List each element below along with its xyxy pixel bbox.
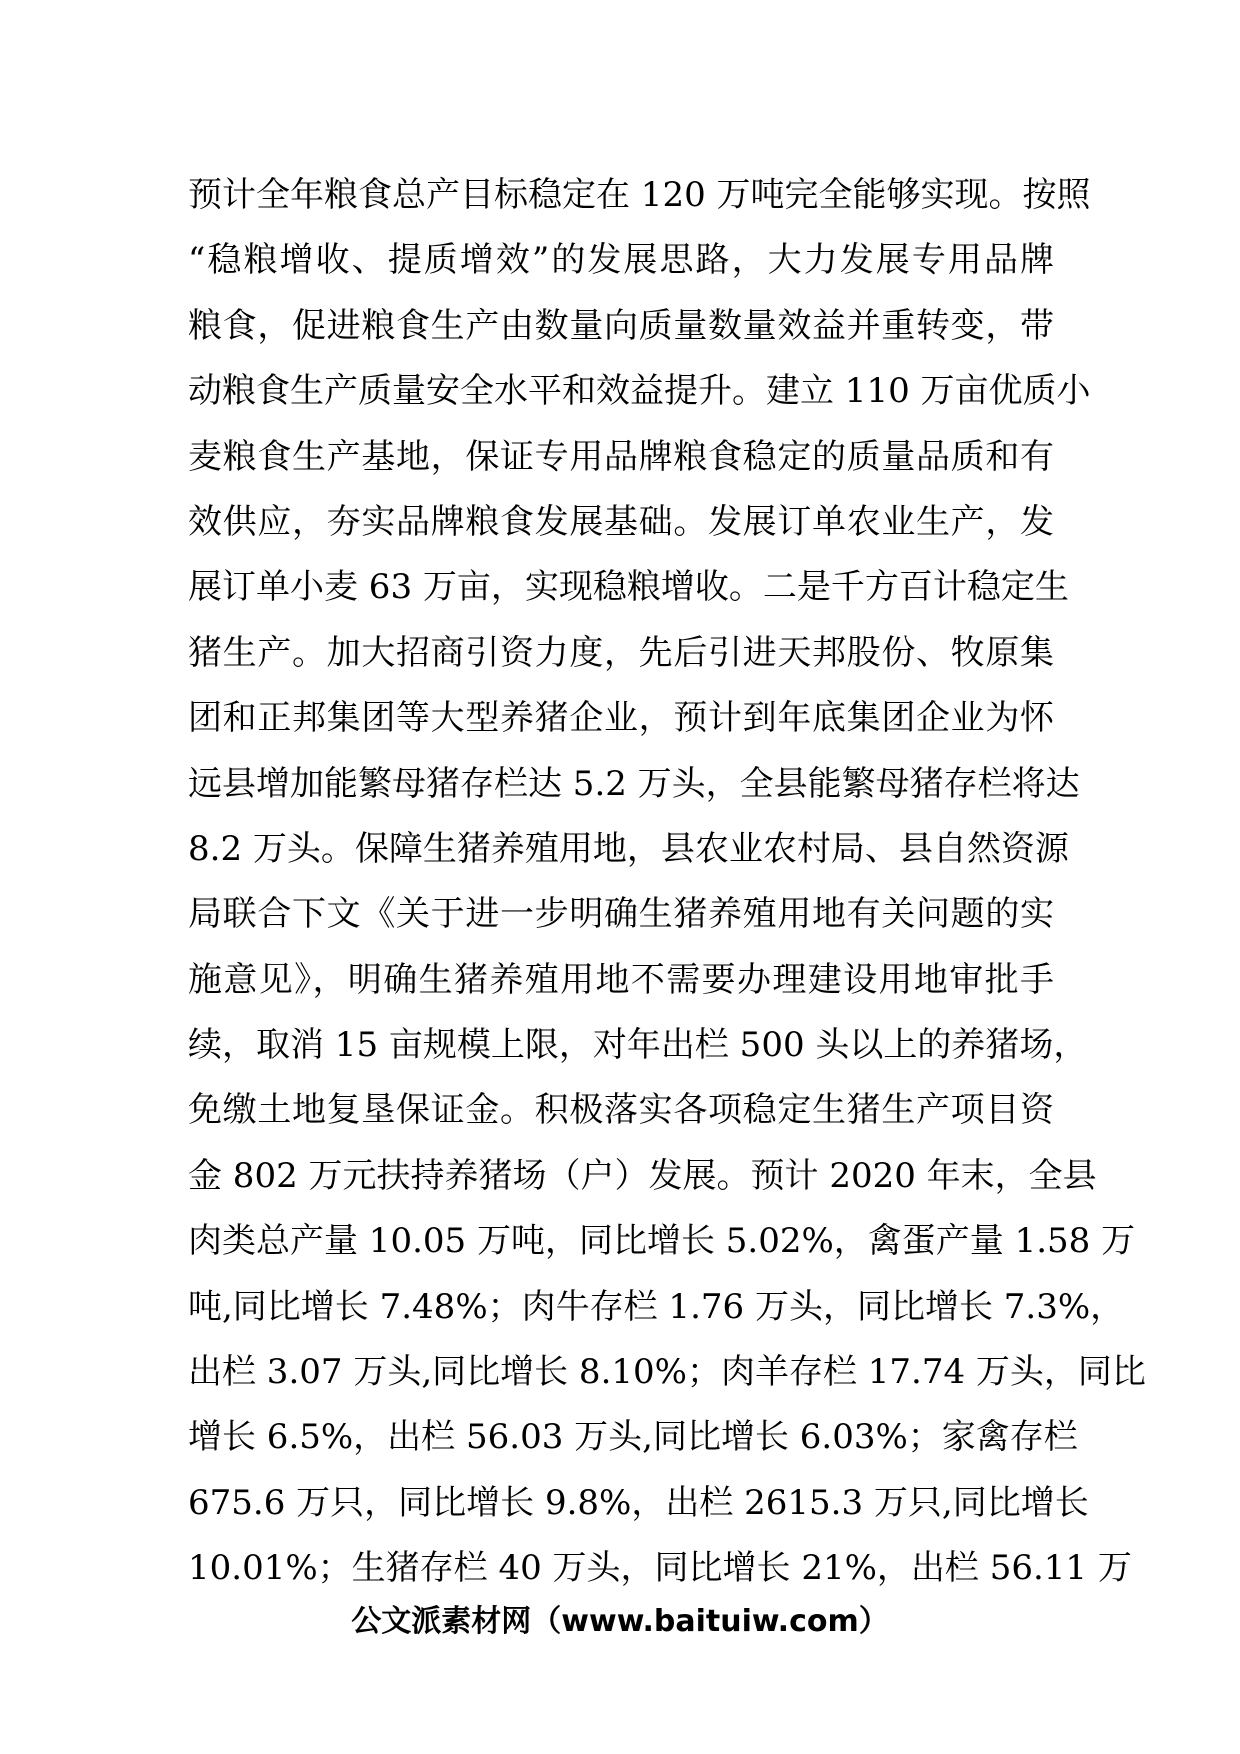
body-text	[188, 163, 1146, 1602]
body-line: 免缴土地复垦保证金。积极落实各项稳定生猪生产项目资	[188, 1090, 1054, 1131]
body-line: 10.01%；生猪存栏 40 万头，同比增长 21%，出栏 56.11 万	[188, 1548, 1132, 1589]
body-line: 施意见》，明确生猪养殖用地不需要办理建设用地审批手	[188, 959, 1054, 1000]
body-line: 出栏 3.07 万头,同比增长 8.10%；肉羊存栏 17.74 万头，同比	[188, 1352, 1146, 1393]
body-line: 预计全年粮食总产目标稳定在 120 万吨完全能够实现。按照	[188, 175, 1091, 215]
body-line: 粮食，促进粮食生产由数量向质量数量效益并重转变，带	[188, 305, 1054, 346]
body-line: “稳粮增收、提质增效”的发展思路，大力发展专用品牌	[188, 240, 1054, 281]
body-line: 效供应，夯实品牌粮食发展基础。发展订单农业生产，发	[188, 501, 1054, 542]
body-line: 增长 6.5%，出栏 56.03 万头,同比增长 6.03%；家禽存栏	[188, 1417, 1078, 1458]
body-line: 肉类总产量 10.05 万吨，同比增长 5.02%，禽蛋产量 1.58 万	[188, 1221, 1136, 1262]
body-line: 吨,同比增长 7.48%；肉牛存栏 1.76 万头，同比增长 7.3%，	[188, 1286, 1125, 1327]
body-line: 675.6 万只，同比增长 9.8%，出栏 2615.3 万只,同比增长	[188, 1482, 1089, 1523]
footer-source: 公文派素材网（www.baituiw.com）	[351, 1604, 889, 1639]
body-line: 麦粮食生产基地，保证专用品牌粮食稳定的质量品质和有	[188, 436, 1054, 477]
body-line: 动粮食生产质量安全水平和效益提升。建立 110 万亩优质小	[188, 371, 1091, 412]
body-line: 展订单小麦 63 万亩，实现稳粮增收。二是千方百计稳定生	[188, 567, 1069, 608]
body-line: 金 802 万元扶持养猪场（户）发展。预计 2020 年末，全县	[188, 1155, 1097, 1196]
body-line: 续，取消 15 亩规模上限，对年出栏 500 头以上的养猪场，	[188, 1025, 1088, 1066]
body-line: 猪生产。加大招商引资力度，先后引进天邦股份、牧原集	[188, 632, 1054, 673]
body-line: 局联合下文《关于进一步明确生猪养殖用地有关问题的实	[188, 894, 1054, 935]
body-line: 8.2 万头。保障生猪养殖用地，县农业农村局、县自然资源	[188, 828, 1069, 869]
body-line: 团和正邦集团等大型养猪企业，预计到年底集团企业为怀	[188, 698, 1054, 739]
body-line: 远县增加能繁母猪存栏达 5.2 万头，全县能繁母猪存栏将达	[188, 763, 1080, 804]
